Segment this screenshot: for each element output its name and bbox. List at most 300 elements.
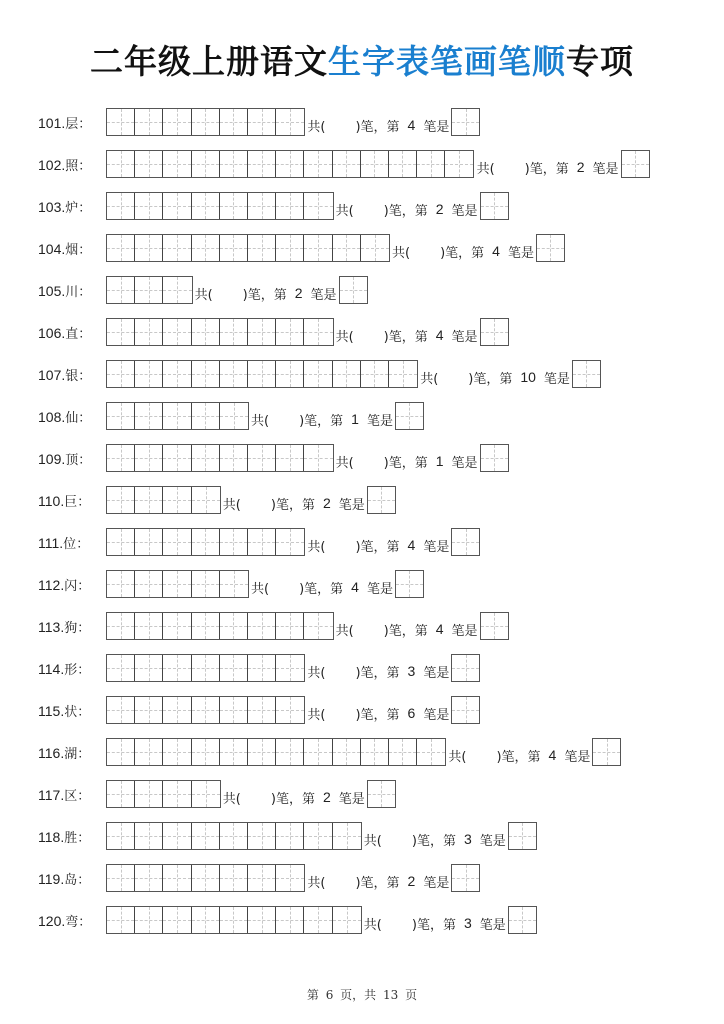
writing-cell[interactable]	[107, 151, 135, 177]
stroke-order-grid[interactable]	[106, 780, 221, 808]
exercise-label	[38, 528, 106, 556]
exercise-label	[38, 864, 106, 892]
writing-cell[interactable]	[248, 529, 276, 555]
writing-cell[interactable]	[107, 781, 135, 807]
writing-cell[interactable]	[417, 151, 445, 177]
writing-cell[interactable]	[276, 445, 304, 471]
exercise-character: 炉	[65, 201, 79, 216]
writing-cell[interactable]	[163, 193, 191, 219]
writing-cell[interactable]	[220, 445, 248, 471]
writing-cell[interactable]	[220, 571, 248, 597]
colon: ：	[77, 747, 91, 762]
writing-cell[interactable]	[163, 445, 191, 471]
answer-cell[interactable]	[480, 444, 509, 472]
writing-cell[interactable]	[304, 151, 332, 177]
stroke-order-grid[interactable]	[106, 570, 249, 598]
stroke-order-grid[interactable]	[106, 486, 221, 514]
exercise-label	[38, 108, 106, 136]
writing-cell[interactable]	[135, 613, 163, 639]
writing-cell[interactable]	[192, 529, 220, 555]
answer-cell[interactable]	[395, 570, 424, 598]
writing-cell[interactable]	[333, 151, 361, 177]
exercise-label	[38, 906, 106, 934]
writing-cell[interactable]	[276, 739, 304, 765]
writing-cell[interactable]	[107, 739, 135, 765]
writing-cell[interactable]	[220, 823, 248, 849]
writing-cell[interactable]	[361, 151, 389, 177]
writing-cell[interactable]	[163, 403, 191, 429]
exercise-character: 区	[64, 789, 78, 804]
stroke-order-grid[interactable]	[106, 234, 390, 262]
writing-cell[interactable]	[135, 823, 163, 849]
stroke-is-label: 笔是	[451, 623, 478, 639]
question-text	[336, 612, 509, 640]
writing-cell[interactable]	[361, 361, 389, 387]
writing-cell[interactable]	[163, 697, 191, 723]
exercise-row	[0, 864, 724, 892]
exercise-number: 107.	[38, 367, 66, 383]
answer-cell[interactable]	[451, 696, 480, 724]
writing-cell[interactable]	[107, 865, 135, 891]
writing-cell[interactable]	[192, 403, 220, 429]
writing-cell[interactable]	[163, 571, 191, 597]
writing-cell[interactable]	[163, 235, 191, 261]
total-strokes-suffix: )笔，第	[440, 245, 485, 261]
answer-cell[interactable]	[367, 486, 396, 514]
writing-cell[interactable]	[135, 529, 163, 555]
stroke-order-grid[interactable]	[106, 864, 305, 892]
stroke-order-grid[interactable]	[106, 402, 249, 430]
writing-cell[interactable]	[276, 193, 304, 219]
writing-cell[interactable]	[192, 487, 220, 513]
writing-cell[interactable]	[163, 865, 191, 891]
colon: ：	[77, 705, 91, 720]
writing-cell[interactable]	[248, 655, 276, 681]
total-strokes-suffix: )笔，第	[383, 623, 428, 639]
total-strokes-suffix: )笔，第	[355, 539, 400, 555]
writing-cell[interactable]	[135, 277, 163, 303]
writing-cell[interactable]	[220, 151, 248, 177]
total-strokes-suffix: )笔，第	[270, 791, 315, 807]
writing-cell[interactable]	[248, 823, 276, 849]
stroke-order-grid[interactable]	[106, 150, 474, 178]
total-strokes-suffix: )笔，第	[496, 749, 541, 765]
writing-cell[interactable]	[220, 655, 248, 681]
stroke-is-label: 笔是	[338, 791, 365, 807]
writing-cell[interactable]	[107, 361, 135, 387]
writing-cell[interactable]	[220, 529, 248, 555]
writing-cell[interactable]	[107, 487, 135, 513]
writing-cell[interactable]	[276, 823, 304, 849]
writing-cell[interactable]	[163, 151, 191, 177]
writing-cell[interactable]	[135, 361, 163, 387]
answer-cell[interactable]	[480, 318, 509, 346]
stroke-number: 2	[322, 789, 331, 805]
writing-cell[interactable]	[417, 739, 445, 765]
writing-cell[interactable]	[276, 865, 304, 891]
stroke-is-label: 笔是	[366, 413, 393, 429]
total-strokes-prefix: 共(	[335, 329, 354, 345]
writing-cell[interactable]	[276, 907, 304, 933]
writing-cell[interactable]	[192, 445, 220, 471]
exercise-row	[0, 780, 724, 808]
writing-cell[interactable]	[248, 865, 276, 891]
writing-cell[interactable]	[276, 361, 304, 387]
writing-cell[interactable]	[192, 109, 220, 135]
writing-cell[interactable]	[220, 109, 248, 135]
writing-cell[interactable]	[220, 235, 248, 261]
exercise-label	[38, 570, 106, 598]
writing-cell[interactable]	[135, 235, 163, 261]
writing-cell[interactable]	[163, 655, 191, 681]
exercise-character: 仙	[65, 411, 79, 426]
question-text	[364, 822, 537, 850]
exercise-label	[38, 276, 106, 304]
answer-cell[interactable]	[451, 528, 480, 556]
answer-cell[interactable]	[339, 276, 368, 304]
exercise-character: 狗	[64, 621, 78, 636]
writing-cell[interactable]	[333, 361, 361, 387]
exercise-number: 108.	[38, 409, 66, 425]
writing-cell[interactable]	[276, 613, 304, 639]
writing-cell[interactable]	[248, 445, 276, 471]
writing-cell[interactable]	[304, 823, 332, 849]
total-strokes-suffix: )笔，第	[383, 329, 428, 345]
writing-cell[interactable]	[304, 361, 332, 387]
answer-cell[interactable]	[480, 612, 509, 640]
stroke-is-label: 笔是	[451, 203, 478, 219]
stroke-order-grid[interactable]	[106, 528, 305, 556]
exercise-character: 川	[65, 285, 79, 300]
total-strokes-prefix: 共(	[307, 875, 326, 891]
writing-cell[interactable]	[163, 109, 191, 135]
answer-cell[interactable]	[592, 738, 621, 766]
writing-cell[interactable]	[220, 739, 248, 765]
writing-cell[interactable]	[248, 319, 276, 345]
writing-cell[interactable]	[304, 235, 332, 261]
writing-cell[interactable]	[220, 193, 248, 219]
answer-cell[interactable]	[572, 360, 601, 388]
total-strokes-prefix: 共(	[335, 623, 354, 639]
writing-cell[interactable]	[304, 445, 332, 471]
exercise-label	[38, 486, 106, 514]
writing-cell[interactable]	[220, 613, 248, 639]
total-strokes-suffix: )笔，第	[299, 581, 344, 597]
writing-cell[interactable]	[220, 319, 248, 345]
exercise-number: 104.	[38, 241, 66, 257]
answer-cell[interactable]	[451, 108, 480, 136]
page-title	[0, 38, 724, 86]
stroke-order-grid[interactable]	[106, 906, 362, 934]
question-text	[223, 486, 396, 514]
writing-cell[interactable]	[248, 151, 276, 177]
writing-cell[interactable]	[304, 319, 332, 345]
writing-cell[interactable]	[276, 529, 304, 555]
writing-cell[interactable]	[333, 823, 361, 849]
answer-cell[interactable]	[621, 150, 650, 178]
writing-cell[interactable]	[248, 361, 276, 387]
exercise-character: 闪	[64, 579, 78, 594]
exercise-row	[0, 360, 724, 388]
writing-cell[interactable]	[107, 529, 135, 555]
question-text	[195, 276, 368, 304]
writing-cell[interactable]	[248, 235, 276, 261]
writing-cell[interactable]	[192, 781, 220, 807]
answer-cell[interactable]	[480, 192, 509, 220]
stroke-order-grid[interactable]	[106, 738, 446, 766]
writing-cell[interactable]	[192, 907, 220, 933]
writing-cell[interactable]	[107, 193, 135, 219]
stroke-number: 1	[351, 411, 359, 427]
exercise-character: 状	[64, 705, 78, 720]
stroke-is-label: 笔是	[310, 287, 337, 303]
stroke-is-label: 笔是	[479, 917, 506, 933]
writing-cell[interactable]	[248, 697, 276, 723]
total-strokes-suffix: )笔，第	[242, 287, 287, 303]
total-strokes-prefix: 共(	[251, 581, 270, 597]
colon: ：	[77, 663, 91, 678]
stroke-order-grid[interactable]	[106, 108, 305, 136]
writing-cell[interactable]	[163, 613, 191, 639]
total-strokes-suffix: )笔，第	[411, 833, 456, 849]
writing-cell[interactable]	[107, 319, 135, 345]
stroke-order-grid[interactable]	[106, 654, 305, 682]
writing-cell[interactable]	[135, 655, 163, 681]
colon: ：	[78, 201, 92, 216]
writing-cell[interactable]	[163, 487, 191, 513]
writing-cell[interactable]	[192, 319, 220, 345]
writing-cell[interactable]	[192, 193, 220, 219]
writing-cell[interactable]	[107, 445, 135, 471]
question-text	[477, 150, 650, 178]
exercise-character: 形	[64, 663, 78, 678]
stroke-number: 10	[520, 369, 536, 385]
answer-cell[interactable]	[451, 654, 480, 682]
writing-cell[interactable]	[333, 235, 361, 261]
writing-cell[interactable]	[248, 109, 276, 135]
writing-cell[interactable]	[304, 907, 332, 933]
writing-cell[interactable]	[192, 613, 220, 639]
writing-cell[interactable]	[389, 151, 417, 177]
stroke-order-grid[interactable]	[106, 444, 334, 472]
writing-cell[interactable]	[135, 865, 163, 891]
writing-cell[interactable]	[107, 655, 135, 681]
writing-cell[interactable]	[107, 109, 135, 135]
exercise-row	[0, 108, 724, 136]
answer-cell[interactable]	[451, 864, 480, 892]
stroke-number: 3	[463, 915, 472, 931]
exercise-character: 弯	[65, 915, 79, 930]
writing-cell[interactable]	[192, 361, 220, 387]
writing-cell[interactable]	[248, 739, 276, 765]
writing-cell[interactable]	[192, 235, 220, 261]
writing-cell[interactable]	[107, 571, 135, 597]
writing-cell[interactable]	[107, 697, 135, 723]
exercise-label	[38, 444, 106, 472]
question-text	[251, 402, 424, 430]
writing-cell[interactable]	[135, 907, 163, 933]
writing-cell[interactable]	[220, 907, 248, 933]
writing-cell[interactable]	[304, 193, 332, 219]
question-text	[364, 906, 537, 934]
writing-cell[interactable]	[192, 823, 220, 849]
writing-cell[interactable]	[163, 529, 191, 555]
writing-cell[interactable]	[107, 277, 135, 303]
writing-cell[interactable]	[276, 151, 304, 177]
writing-cell[interactable]	[192, 865, 220, 891]
writing-cell[interactable]	[107, 823, 135, 849]
total-strokes-prefix: 共(	[392, 245, 411, 261]
writing-cell[interactable]	[389, 739, 417, 765]
exercise-character: 岛	[64, 873, 78, 888]
colon: ：	[78, 453, 92, 468]
answer-cell[interactable]	[536, 234, 565, 262]
colon: ：	[78, 285, 92, 300]
total-strokes-prefix: 共(	[448, 749, 467, 765]
writing-cell[interactable]	[135, 445, 163, 471]
writing-cell[interactable]	[107, 907, 135, 933]
writing-cell[interactable]	[135, 193, 163, 219]
colon: ：	[78, 117, 92, 132]
stroke-is-label: 笔是	[507, 245, 534, 261]
writing-cell[interactable]	[276, 319, 304, 345]
stroke-is-label: 笔是	[423, 665, 450, 681]
stroke-number: 2	[294, 285, 303, 301]
exercise-number: 103.	[38, 199, 66, 215]
colon: ：	[77, 579, 91, 594]
writing-cell[interactable]	[135, 571, 163, 597]
stroke-is-label: 笔是	[423, 875, 450, 891]
writing-cell[interactable]	[163, 319, 191, 345]
writing-cell[interactable]	[192, 151, 220, 177]
exercise-number: 110.	[38, 493, 65, 509]
writing-cell[interactable]	[135, 697, 163, 723]
question-text	[336, 318, 509, 346]
writing-cell[interactable]	[135, 781, 163, 807]
writing-cell[interactable]	[192, 739, 220, 765]
exercise-row	[0, 906, 724, 934]
writing-cell[interactable]	[220, 697, 248, 723]
colon: ：	[78, 327, 92, 342]
writing-cell[interactable]	[192, 697, 220, 723]
writing-cell[interactable]	[445, 151, 473, 177]
exercise-character: 胜	[64, 831, 78, 846]
question-text	[251, 570, 424, 598]
writing-cell[interactable]	[220, 403, 248, 429]
total-strokes-suffix: )笔，第	[383, 203, 428, 219]
total-strokes-prefix: 共(	[363, 917, 382, 933]
title-part-topic: 生字表笔画笔顺	[328, 42, 566, 81]
exercise-character: 照	[65, 159, 79, 174]
stroke-number: 2	[576, 159, 585, 175]
writing-cell[interactable]	[163, 907, 191, 933]
writing-cell[interactable]	[107, 403, 135, 429]
exercise-number: 116.	[38, 745, 65, 761]
writing-cell[interactable]	[135, 319, 163, 345]
writing-cell[interactable]	[107, 613, 135, 639]
writing-cell[interactable]	[163, 739, 191, 765]
writing-cell[interactable]	[389, 361, 417, 387]
writing-cell[interactable]	[163, 361, 191, 387]
writing-cell[interactable]	[304, 739, 332, 765]
stroke-number: 6	[407, 705, 416, 721]
exercise-character: 直	[65, 327, 79, 342]
exercise-label	[38, 150, 106, 178]
stroke-order-grid[interactable]	[106, 276, 193, 304]
writing-cell[interactable]	[276, 109, 304, 135]
colon: ：	[78, 915, 92, 930]
writing-cell[interactable]	[276, 235, 304, 261]
writing-cell[interactable]	[163, 277, 191, 303]
stroke-order-grid[interactable]	[106, 612, 334, 640]
exercise-label	[38, 402, 106, 430]
writing-cell[interactable]	[107, 235, 135, 261]
writing-cell[interactable]	[163, 781, 191, 807]
writing-cell[interactable]	[220, 865, 248, 891]
answer-cell[interactable]	[367, 780, 396, 808]
stroke-number: 4	[407, 117, 416, 133]
writing-cell[interactable]	[135, 403, 163, 429]
writing-cell[interactable]	[276, 655, 304, 681]
total-strokes-prefix: 共(	[420, 371, 439, 387]
stroke-number: 4	[351, 579, 359, 595]
writing-cell[interactable]	[135, 487, 163, 513]
colon: ：	[78, 243, 92, 258]
writing-cell[interactable]	[361, 739, 389, 765]
writing-cell[interactable]	[192, 571, 220, 597]
writing-cell[interactable]	[220, 361, 248, 387]
writing-cell[interactable]	[333, 739, 361, 765]
page-footer: 第 6 页，共 13 页	[306, 988, 418, 1002]
writing-cell[interactable]	[248, 613, 276, 639]
writing-cell[interactable]	[192, 655, 220, 681]
question-text	[307, 528, 480, 556]
exercise-number: 101.	[38, 115, 66, 131]
total-strokes-prefix: 共(	[335, 203, 354, 219]
exercise-label	[38, 318, 106, 346]
stroke-order-grid[interactable]	[106, 696, 305, 724]
answer-cell[interactable]	[395, 402, 424, 430]
exercise-number: 109.	[38, 451, 66, 467]
writing-cell[interactable]	[135, 109, 163, 135]
writing-cell[interactable]	[248, 193, 276, 219]
exercise-label	[38, 192, 106, 220]
writing-cell[interactable]	[304, 613, 332, 639]
stroke-number: 2	[322, 495, 331, 511]
stroke-number: 1	[435, 453, 444, 469]
stroke-is-label: 笔是	[423, 539, 450, 555]
answer-cell[interactable]	[508, 906, 537, 934]
question-text	[307, 864, 480, 892]
writing-cell[interactable]	[333, 907, 361, 933]
writing-cell[interactable]	[248, 907, 276, 933]
writing-cell[interactable]	[163, 823, 191, 849]
writing-cell[interactable]	[361, 235, 389, 261]
stroke-order-grid[interactable]	[106, 318, 334, 346]
writing-cell[interactable]	[135, 739, 163, 765]
writing-cell[interactable]	[276, 697, 304, 723]
answer-cell[interactable]	[508, 822, 537, 850]
stroke-order-grid[interactable]	[106, 192, 334, 220]
stroke-order-grid[interactable]	[106, 822, 362, 850]
exercise-row	[0, 318, 724, 346]
stroke-number: 4	[492, 243, 500, 259]
total-strokes-prefix: 共(	[476, 161, 495, 177]
stroke-order-grid[interactable]	[106, 360, 418, 388]
exercise-row	[0, 276, 724, 304]
stroke-is-label: 笔是	[451, 329, 478, 345]
writing-cell[interactable]	[135, 151, 163, 177]
